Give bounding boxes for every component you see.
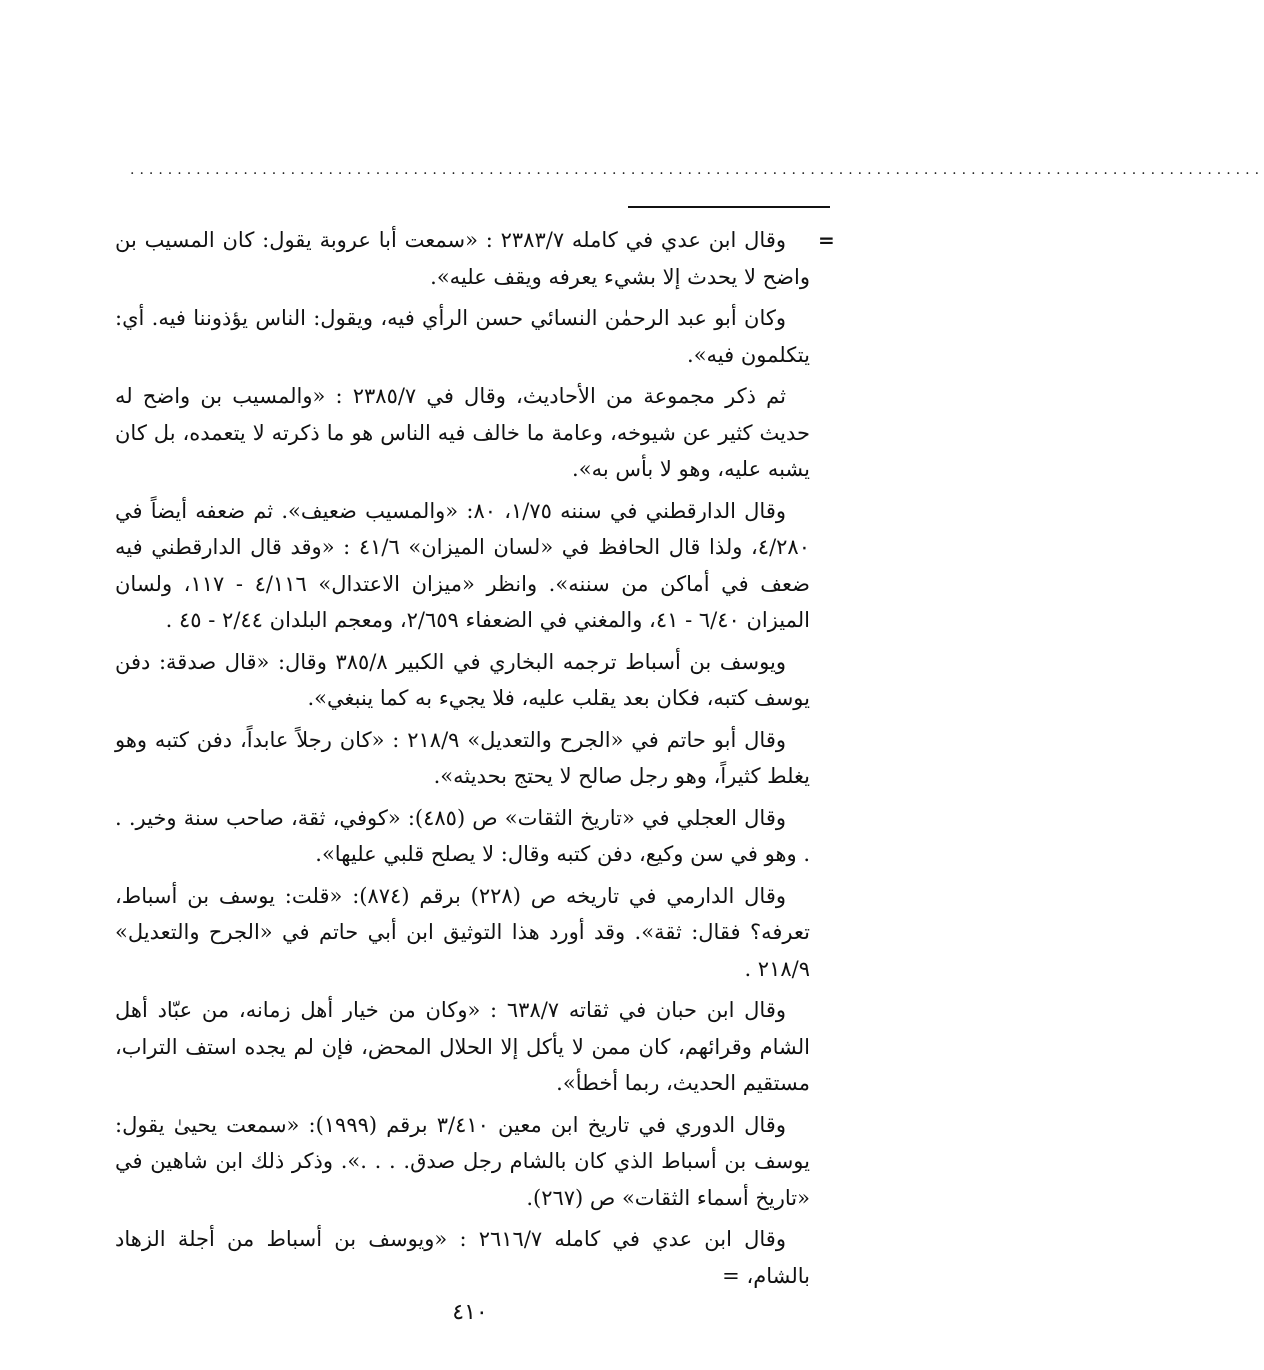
footnote-paragraph: وقال العجلي في «تاريخ الثقات» ص (٤٨٥): «كوفي، ثقة، صاحب سنة وخير. . . وهو في سن وكيع، دفن كتبه وقال: لا يصلح قلبي عليها». bbox=[115, 805, 810, 866]
footnote-paragraph: وقال أبو حاتم في «الجرح والتعديل» ٢١٨/٩ : «كان رجلاً عابداً، دفن كتبه وهو يغلط كثيراً، وهو رجل صالح لا يحتج بحديثه». bbox=[115, 727, 810, 788]
footnote-paragraph: وقال الدارمي في تاريخه ص (٢٢٨) برقم (٨٧٤): «قلت: يوسف بن أسباط، تعرفه؟ فقال: ثقة». وقد أورد هذا التوثيق ابن أبي حاتم في «الجرح والتعديل» ٢١٨/٩ . bbox=[115, 883, 810, 981]
footnote-paragraph: ويوسف بن أسباط ترجمه البخاري في الكبير ٣٨٥/٨ وقال: «قال صدقة: دفن يوسف كتبه، فكان بعد يقلب عليه، فلا يجيء به كما ينبغي». bbox=[115, 649, 810, 710]
footnote-paragraph: وقال الدارقطني في سننه ١/٧٥، ٨٠: «والمسيب ضعيف». ثم ضعفه أيضاً في ٤/٢٨٠، ولذا قال الحافظ في «لسان الميزان» ٤١/٦ : «وقد قال الدارقطني فيه ضعف في أماكن من سننه». وانظر «ميزان الاعتدال» ٤/١١٦ - ١١٧، ولسان الميزان ٦/٤٠ - ٤١، والمغني في الضعفاء ٢/٦٥٩، ومعجم البلدان ٢/٤٤ - ٤٥ . bbox=[115, 498, 811, 632]
footnote-paragraph: وقال ابن عدي في كامله ٢٦١٦/٧ : «ويوسف بن أسباط من أجلة الزهاد بالشام، = bbox=[115, 1227, 810, 1288]
footnote-paragraph: وكان أبو عبد الرحمٰن النسائي حسن الرأي فيه، ويقول: الناس يؤذوننا فيه. أي: يتكلمون فيه». bbox=[115, 306, 810, 367]
continuation-mark: = bbox=[818, 228, 835, 252]
footnotes-block bbox=[115, 222, 810, 1299]
footnote-paragraph: ثم ذكر مجموعة من الأحاديث، وقال في ٢٣٨٥/٧ : «والمسيب بن واضح له حديث كثير عن شيوخه، وعامة ما خالف فيه الناس هو ما ذكرته لا يتعمده، بل كان يشبه عليه، وهو لا بأس به». bbox=[115, 384, 810, 481]
footnote-paragraph: وقال الدوري في تاريخ ابن معين ٣/٤١٠ برقم (١٩٩٩): «سمعت يحيىٰ يقول: يوسف بن أسباط الذي كان بالشام رجل صدق. . . .». وذكر ذلك ابن شاهين في «تاريخ أسماء الثقات» ص (٢٦٧). bbox=[115, 1112, 810, 1210]
separator-dots: ........................................................................................................................ bbox=[130, 162, 1264, 178]
footnote-paragraph: وقال ابن حبان في ثقاته ٦٣٨/٧ : «وكان من خيار أهل زمانه، من عبّاد أهل الشام وقرائهم، كان ممن لا يأكل إلا الحلال المحض، فإن لم يجده استف التراب، مستقيم الحديث، ربما أخطأ». bbox=[115, 998, 810, 1095]
footnote-rule bbox=[628, 206, 830, 208]
footnote-paragraph: وقال ابن عدي في كامله ٢٣٨٣/٧ : «سمعت أبا عروبة يقول: كان المسيب بن واضح لا يحدث إلا بشيء يعرفه ويقف عليه». bbox=[115, 228, 810, 289]
page-number: ٤١٠ bbox=[452, 1300, 488, 1325]
